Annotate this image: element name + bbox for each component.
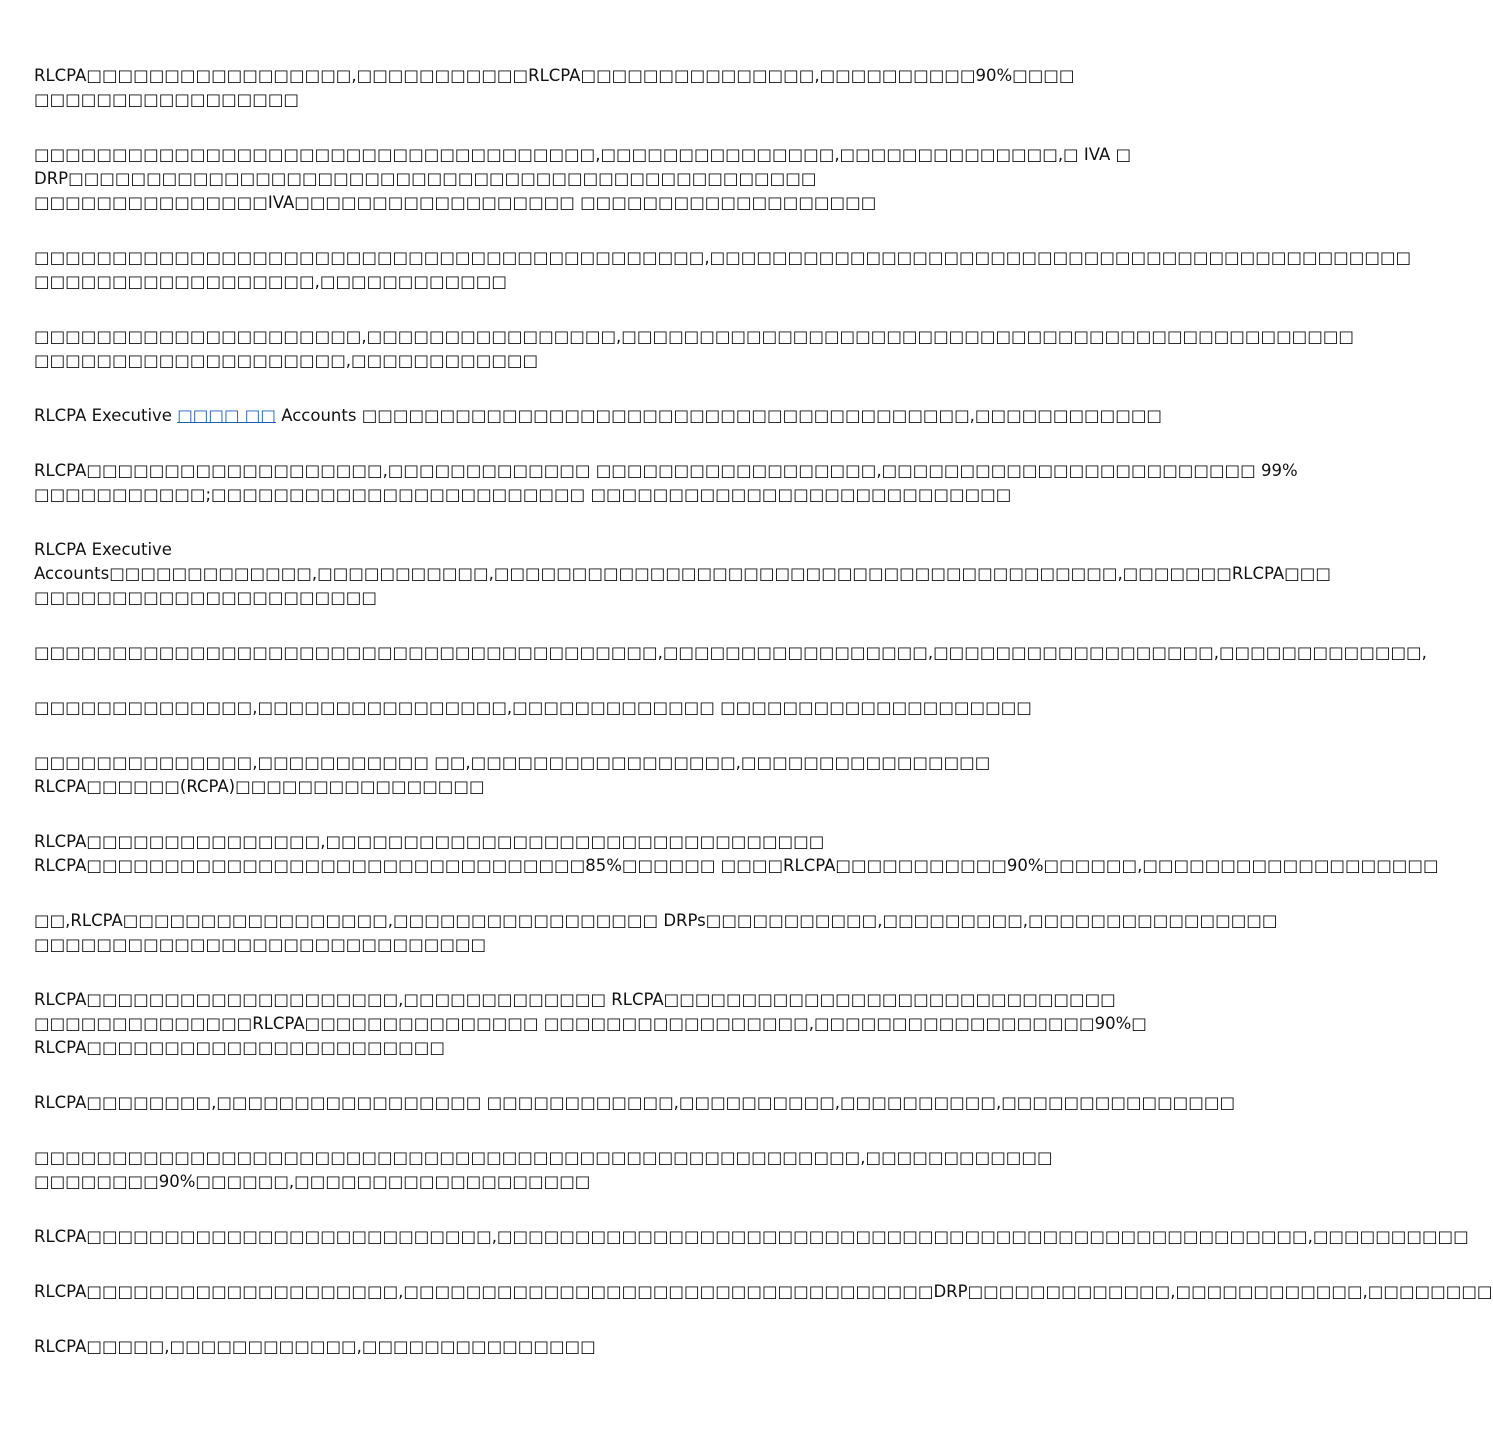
paragraph	[34, 404, 1163, 428]
text-line: □□□□□□□□□□□□□□□□□□□□,□□□□□□□□□□□□	[34, 351, 539, 370]
paragraph	[34, 830, 1439, 878]
paragraph	[34, 909, 1278, 957]
text-line: □□□□□□□□□□□□□□□□□□□□□□□□□□□□□□□□□□□□,□□□□□□□□□□□□□□□,□□□□□□□□□□□□□□,□ IVA □	[34, 145, 1132, 164]
text-line: □□□□□□□□□□□□□□□□□□□□□□	[34, 588, 377, 607]
text-line: □□□□□□□□□□□□□□□□□□□□□□□□□□□□□□□□□□□□□□□□□□□,□□□□□□□□□□□□□□□□□□□□□□□□□□□□□□□□□□□□□□□□□□□□□	[34, 248, 1412, 267]
paragraph	[34, 459, 1298, 507]
text-line: RLCPA□□□□□□□□□□□□□□□□□□□,□□□□□□□□□□□□□ □□□□□□□□□□□□□□□□□□,□□□□□□□□□□□□□□□□□□□□□□□□ 99%	[34, 461, 1298, 480]
inline-link[interactable]: □□□□ □□	[177, 406, 276, 425]
text-line: Accounts □□□□□□□□□□□□□□□□□□□□□□□□□□□□□□□□□□□□□□□,□□□□□□□□□□□□	[275, 406, 1163, 425]
text-line: RLCPA□□□□□□□□,□□□□□□□□□□□□□□□□□ □□□□□□□□□□□□,□□□□□□□□□□,□□□□□□□□□□,□□□□□□□□□□□□□□□	[34, 1093, 1236, 1112]
text-line: □□□□□□□□□□□;□□□□□□□□□□□□□□□□□□□□□□□□ □□□□□□□□□□□□□□□□□□□□□□□□□□□	[34, 485, 1012, 504]
text-line: □□□□□□□□□□□□□□,□□□□□□□□□□□ □□,□□□□□□□□□□□□□□□□□,□□□□□□□□□□□□□□□□	[34, 753, 991, 772]
text-line: RLCPA□□□□□,□□□□□□□□□□□□,□□□□□□□□□□□□□□□	[34, 1337, 596, 1356]
paragraph	[34, 988, 1147, 1060]
paragraph	[34, 1146, 1053, 1194]
text-line: RLCPA□□□□□□□□□□□□□□□,□□□□□□□□□□□□□□□□□□□□□□□□□□□□□□□□	[34, 832, 825, 851]
text-line: RLCPA□□□□□□□□□□□□□□□□□□□□□□□□□□□□□□□□85%□□□□□□ □□□□RLCPA□□□□□□□□□□□90%□□□□□□,□□□□□□□□□□□□□□□□□□□	[34, 856, 1439, 875]
text-line: RLCPA□□□□□□(RCPA)□□□□□□□□□□□□□□□□	[34, 777, 485, 796]
text-line: RLCPA Executive	[34, 406, 178, 425]
paragraph	[34, 1280, 1493, 1304]
text-line: RLCPA□□□□□□□□□□□□□□□□□□□□□□□	[34, 1038, 445, 1057]
text-line: RLCPA□□□□□□□□□□□□□□□□□□□□□□□□□□,□□□□□□□□□□□□□□□□□□□□□□□□□□□□□□□□□□□□□□□□□□□□□□□□□□□□,□□□□□□□□□□	[34, 1227, 1469, 1246]
text-line: RLCPA□□□□□□□□□□□□□□□□□□□□,□□□□□□□□□□□□□ RLCPA□□□□□□□□□□□□□□□□□□□□□□□□□□□□□	[34, 990, 1116, 1009]
paragraph	[34, 1225, 1469, 1249]
text-line: Accounts□□□□□□□□□□□□□,□□□□□□□□□□□,□□□□□□□□□□□□□□□□□□□□□□□□□□□□□□□□□□□□□□□□,□□□□□□□RLCPA□□□	[34, 564, 1331, 583]
text-line: □□□□□□□□□□□□□□RLCPA□□□□□□□□□□□□□□□ □□□□□□□□□□□□□□□□□,□□□□□□□□□□□□□□□□□□90%□	[34, 1014, 1147, 1033]
text-line: □□□□□□□□90%□□□□□□,□□□□□□□□□□□□□□□□□□□	[34, 1172, 591, 1191]
text-line: □□,RLCPA□□□□□□□□□□□□□□□□□,□□□□□□□□□□□□□□□□□ DRPs□□□□□□□□□□□,□□□□□□□□□,□□□□□□□□□□□□□□□□	[34, 911, 1278, 930]
text-line: □□□□□□□□□□□□□□□□□□□□□□□□□□□□□	[34, 935, 487, 954]
text-line: DRP□□□□□□□□□□□□□□□□□□□□□□□□□□□□□□□□□□□□□□□□□□□□□□□□	[34, 169, 817, 188]
paragraph	[34, 751, 990, 799]
text-line: □□□□□□□□□□□□□□□□□□□□□□□□□□□□□□□□□□□□□□□□,□□□□□□□□□□□□□□□□□,□□□□□□□□□□□□□□□□□□,□□□□□□□□□□□□□,	[34, 643, 1427, 662]
paragraph	[34, 538, 1331, 610]
paragraph	[34, 1091, 1236, 1115]
text-line: □□□□□□□□□□□□□□,□□□□□□□□□□□□□□□□,□□□□□□□□□□□□□ □□□□□□□□□□□□□□□□□□□□	[34, 698, 1032, 717]
paragraph	[34, 641, 1427, 665]
text-line: RLCPA□□□□□□□□□□□□□□□□□,□□□□□□□□□□□RLCPA□□□□□□□□□□□□□□□,□□□□□□□□□□90%□□□□	[34, 66, 1075, 85]
text-line: RLCPA□□□□□□□□□□□□□□□□□□□□,□□□□□□□□□□□□□□□□□□□□□□□□□□□□□□□□□□DRP□□□□□□□□□□□□□,□□□□□□□□□□□□,□□□□□□□□	[34, 1282, 1493, 1301]
text-line: □□□□□□□□□□□□□□□□□□□□□□□□□□□□□□□□□□□□□□□□□□□□□□□□□□□□□,□□□□□□□□□□□□	[34, 1148, 1053, 1167]
text-line: □□□□□□□□□□□□□□□□□	[34, 90, 300, 109]
paragraph	[34, 246, 1412, 294]
paragraph	[34, 143, 1132, 215]
paragraph	[34, 325, 1355, 373]
text-line: □□□□□□□□□□□□□□□IVA□□□□□□□□□□□□□□□□□□ □□□□□□□□□□□□□□□□□□□	[34, 193, 877, 212]
text-line: RLCPA Executive	[34, 540, 172, 559]
text-line: □□□□□□□□□□□□□□□□□□,□□□□□□□□□□□□	[34, 272, 507, 291]
paragraph	[34, 1335, 990, 1359]
paragraph	[34, 696, 1032, 720]
text-line: □□□□□□□□□□□□□□□□□□□□□,□□□□□□□□□□□□□□□□,□□□□□□□□□□□□□□□□□□□□□□□□□□□□□□□□□□□□□□□□□□□□□□□	[34, 327, 1355, 346]
paragraph	[34, 64, 1075, 112]
